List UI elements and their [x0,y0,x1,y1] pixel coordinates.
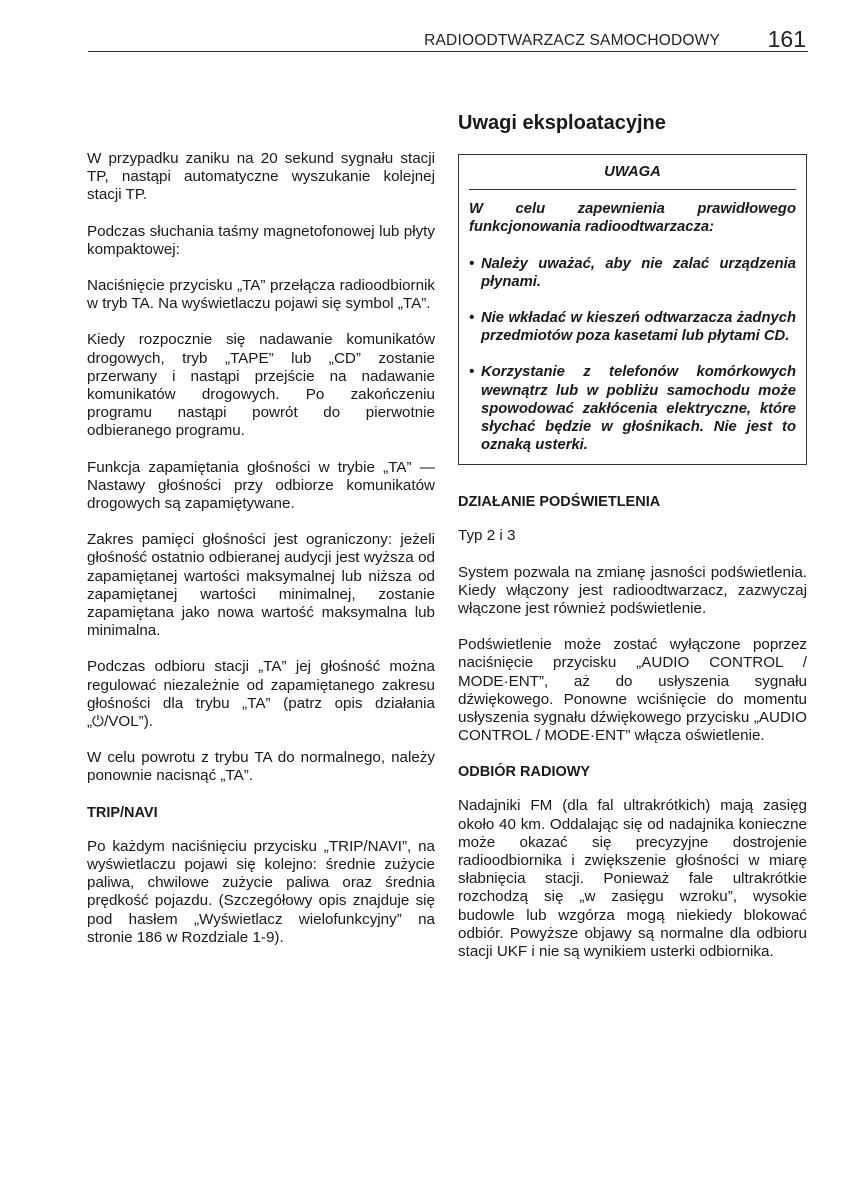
bullet-icon: • [469,310,475,327]
left-column [87,150,435,965]
warning-item [469,309,796,345]
paragraph: Typ 2 i 3 [458,527,516,545]
header-rule [88,51,808,52]
warning-item-text: Należy uważać, aby nie zalać urządzenia płynami. [481,255,796,290]
paragraph: W przypadku zaniku na 20 sekund sygnału stacji TP, nastąpi automatyczne wyszukanie kolejnej stacji TP. [87,150,435,204]
trip-navi-paragraph: Po każdym naciśnięciu przycisku „TRIP/NAVI”, na wyświetlaczu pojawi się kolejno: średnie zużycie paliwa, chwilowe zużycie paliwa oraz średnia prędkość pojazdu. (Szczegółowy opis znajduje się pod hasłem „Wyświetlacz wielofunkcyjny” na stronie 186 w Rozdziale 1-9). [87,837,435,946]
page-number: 161 [767,26,806,52]
paragraph: System pozwala na zmianę jasności podświetlenia. Kiedy włączony jest radioodtwarzacz, zazwyczaj włączone jest również podświetlenie. [458,563,807,618]
warning-item [469,363,796,454]
bullet-icon: • [469,364,475,381]
right-column [458,110,807,979]
paragraph: Naciśnięcie przycisku „TA” przełącza radioodbiornik w tryb TA. Na wyświetlaczu pojawi się symbol „TA”. [87,277,435,313]
warning-box [458,154,807,465]
bullet-icon: • [469,255,475,272]
paragraph: Podczas odbioru stacji „TA” jej głośność można regulować niezależnie od zapamiętanego zakresu głośności dla trybu „TA” (patrz opis działania „⏻/VOL”). [87,658,435,731]
warning-item-text: Nie wkładać w kieszeń odtwarzacza żadnych przedmiotów poza kasetami lub płytami CD. [481,310,796,345]
paragraph: Funkcja zapamiętania głośności w trybie „TA” — Nastawy głośności przy odbiorze komunikatów drogowych są zapamiętywane. [87,458,435,513]
header-title: RADIOODTWARZACZ SAMOCHODOWY [424,32,720,49]
paragraph: Podczas słuchania taśmy magnetofonowej lub płyty kompaktowej: [87,222,435,258]
paragraph: Kiedy rozpocznie się nadawanie komunikatów drogowych, tryb „TAPE” lub „CD” zostanie przerwany i nastąpi przejście na nadawanie komunikatów drogowych. Po zakończeniu programu nastąpi powrót do pierwotnie odbieranego programu. [87,331,435,440]
warning-title: UWAGA [469,163,796,190]
paragraph: W celu powrotu z trybu TA do normalnego, należy ponownie nacisnąć „TA”. [87,749,435,785]
paragraph: Podświetlenie może zostać wyłączone poprzez naciśnięcie przycisku „AUDIO CONTROL / MODE·ENT”, aż do usłyszenia sygnału dźwiękowego. Ponowne wciśnięcie do momentu usłyszenia sygnału dźwiękowego przycisku „AUDIO CONTROL / MODE·ENT” włącza oświetlenie. [458,636,807,745]
warning-intro: W celu zapewnienia prawidłowego funkcjonowania radioodtwarzacza: [469,201,796,236]
warning-item-text: Korzystanie z telefonów komórkowych wewnątrz lub w pobliżu samochodu może spowodować zakłócenia elektryczne, które słychać będzie w głośnikach. Nie jest to oznaką usterki. [481,364,796,454]
section-title: Uwagi eksploatacyjne [458,112,666,134]
paragraph: Zakres pamięci głośności jest ograniczony: jeżeli głośność ostatnio odbieranej audycji jest wyższa od zapamiętanej wartości maksymalnej lub niższa od zapamiętanej wartości minimalnej, zostanie zapamiętana jako nowa wartość maksymalna lub minimalna. [87,531,435,640]
radio-reception-heading: ODBIÓR RADIOWY [458,764,591,781]
warning-item [469,255,796,291]
backlight-heading: DZIAŁANIE PODŚWIETLENIA [458,494,661,511]
trip-navi-heading: TRIP/NAVI [87,804,158,821]
page-header [88,26,808,52]
radio-reception-paragraph: Nadajniki FM (dla fal ultrakrótkich) mają zasięg około 40 km. Oddalając się od nadajnika konieczne może okazać się precyzyjne dostrojenie radioodbiornika i zwiększenie głośności w miarę słabnięcia stacji. Ponieważ fale ultrakrótkie rozchodzą się „w zasięgu wzroku”, wysokie budowle lub wzgórza mogą niekiedy blokować odbiór. Powyższe objawy są normalne dla odbioru stacji UKF i nie są wynikiem usterki odbiornika. [458,797,807,961]
